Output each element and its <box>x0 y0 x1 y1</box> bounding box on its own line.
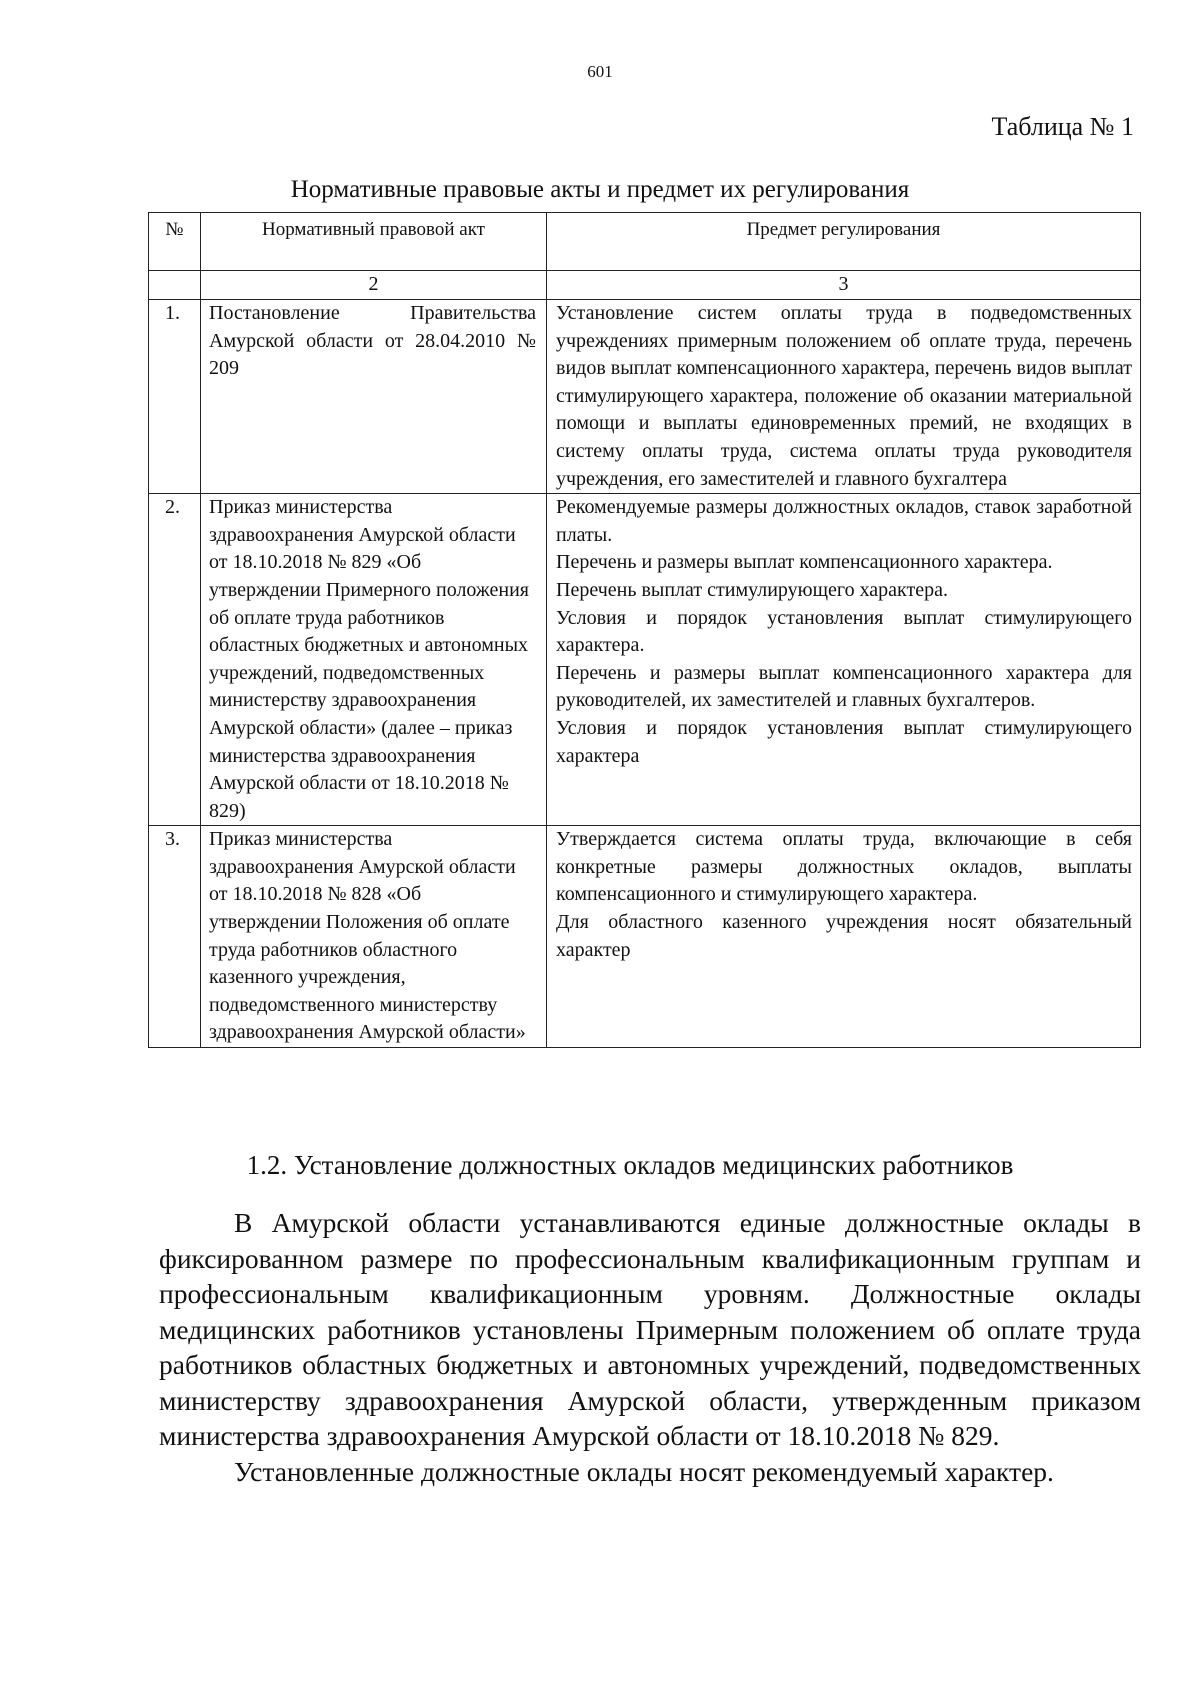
subject-paragraph: Установление систем оплаты труда в подведомственных учреждениях примерным положением об оплате труда, перечень видов выплат компенсационного характера, перечень видов выплат стимулирующего характера, положение об оказании материальной помощи и выплаты единовременных премий, не входящих в систему оплаты труда, система оплаты труда руководителя учреждения, его заместителей и главного бухгалтера <box>556 302 1132 490</box>
body-text <box>159 1205 1141 1489</box>
subject-paragraph: Перечень и размеры выплат компенсационного характера. <box>556 551 1053 574</box>
row-subject <box>547 300 1141 494</box>
subject-paragraph: Рекомендуемые размеры должностных окладов, ставок заработной платы. <box>556 496 1132 546</box>
table-row <box>149 300 1141 494</box>
row-act: Постановление Правительства Амурской области от 28.04.2010 № 209 <box>201 300 547 494</box>
regulatory-acts-table <box>148 212 1141 1048</box>
section-heading: 1.2. Установление должностных окладов медицинских работников <box>246 1150 1014 1180</box>
column-number-1 <box>149 271 201 300</box>
table-title: Нормативные правовые акты и предмет их регулирования <box>290 176 910 203</box>
body-paragraph: Установленные должностные оклады носят рекомендуемый характер. <box>234 1455 1054 1487</box>
subject-paragraph: Утверждается система оплаты труда, включающие в себя конкретные размеры должностных окладов, выплаты компенсационного и стимулирующего характера. <box>556 828 1132 906</box>
row-number: 3. <box>149 826 201 1048</box>
table-label: Таблица № 1 <box>991 112 1134 141</box>
subject-paragraph: Перечень и размеры выплат компенсационного характера для руководителей, их заместителей и главных бухгалтеров. <box>556 661 1132 712</box>
table-row <box>149 826 1141 1048</box>
subject-paragraph: Для областного казенного учреждения носят обязательный характер <box>556 911 1132 961</box>
row-number: 2. <box>149 494 201 826</box>
header-number: № <box>149 213 201 271</box>
column-number-3: 3 <box>547 271 1141 300</box>
body-paragraph: В Амурской области устанавливаются единые должностные оклады в фиксированном размере по профессиональным квалификационным группам и профессиональным квалификационным уровням. Должностные оклады медицинских работников установлены Примерным положением об оплате труда работников областных бюджетных и автономных учреждений, подведомственных министерству здравоохранения Амурской области, утвержденным приказом министерства здравоохранения Амурской области от 18.10.2018 № 829. <box>159 1207 1141 1451</box>
header-subject: Предмет регулирования <box>547 213 1141 271</box>
table-row <box>149 494 1141 826</box>
row-act: Приказ министерства здравоохранения Амурской области от 18.10.2018 № 829 «Об утверждении Примерного положения об оплате труда работников областных бюджетных и автономных учреждений, подведомственных министерству здравоохранения Амурской области» (далее – приказ министерства здравоохранения Амурской области от 18.10.2018 № 829) <box>201 494 547 826</box>
row-subject <box>547 826 1141 1048</box>
row-subject <box>547 494 1141 826</box>
header-act: Нормативный правовой акт <box>201 213 547 271</box>
subject-paragraph: Условия и порядок установления выплат стимулирующего характера <box>556 716 1132 767</box>
subject-paragraph: Перечень выплат стимулирующего характера. <box>556 578 949 601</box>
page-number: 601 <box>587 62 613 81</box>
column-number-2: 2 <box>201 271 547 300</box>
row-number: 1. <box>149 300 201 494</box>
table-header-row <box>149 213 1141 271</box>
row-act: Приказ министерства здравоохранения Амурской области от 18.10.2018 № 828 «Об утверждении Положения об оплате труда работников областного казенного учреждения, подведомственного министерству здравоохранения Амурской области» <box>201 826 547 1048</box>
subject-paragraph: Условия и порядок установления выплат стимулирующего характера. <box>556 606 1132 657</box>
column-number-row <box>149 271 1141 300</box>
